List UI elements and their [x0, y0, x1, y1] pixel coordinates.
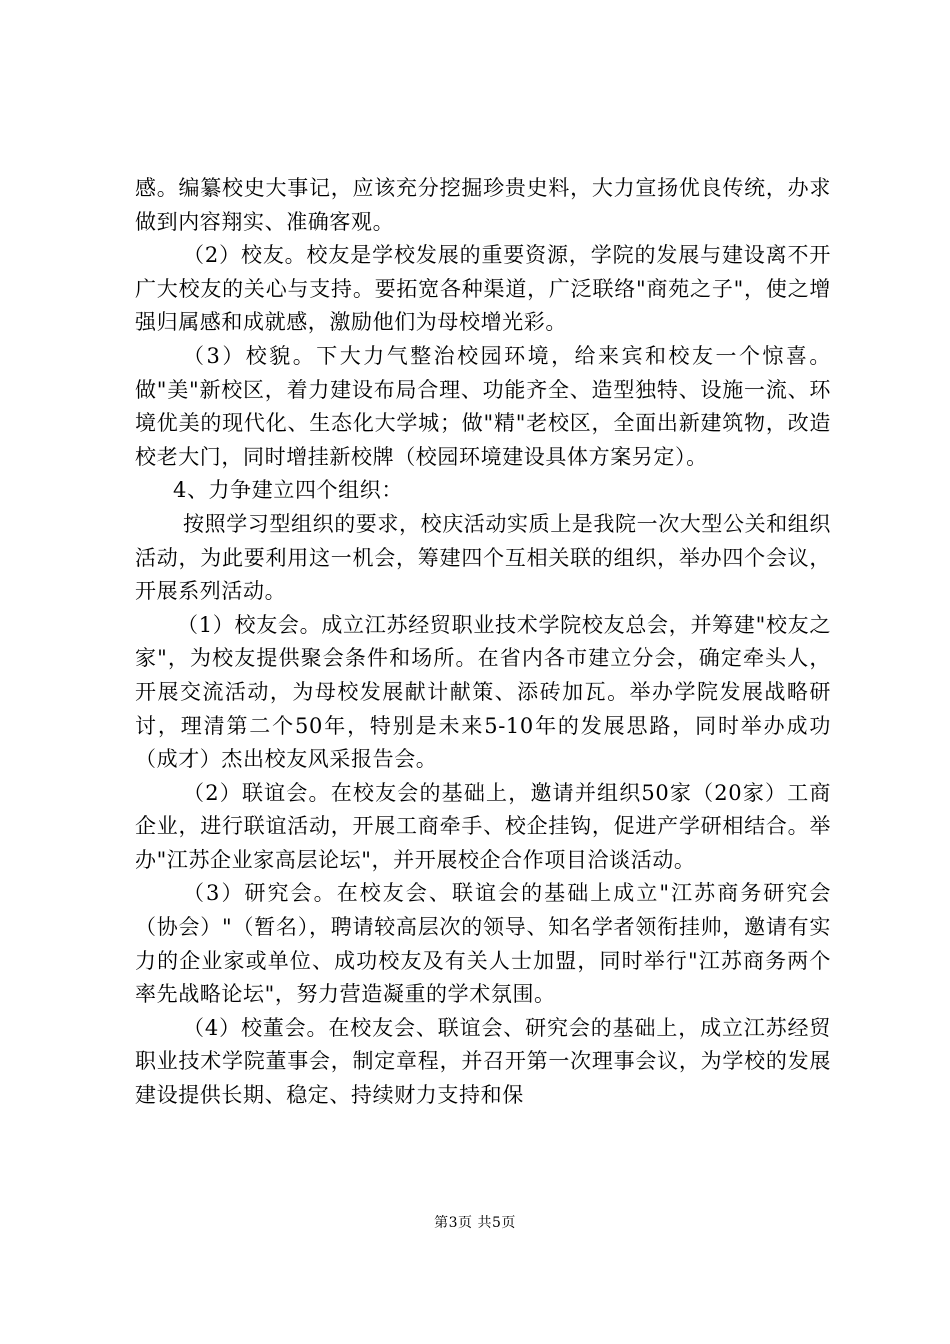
paragraph-learning-organization: 按照学习型组织的要求，校庆活动实质上是我院一次大型公关和组织活动，为此要利用这一机会，筹建四个互相关联的组织，举办四个会议，开展系列活动。: [135, 511, 831, 604]
paragraph-continuation: 感。编纂校史大事记，应该充分挖掘珍贵史料，大力宣扬优良传统，办求做到内容翔实、准确客观。: [135, 176, 831, 234]
paragraph-research-association: （3）研究会。在校友会、联谊会的基础上成立"江苏商务研究会（协会）"（暂名），聘请较高层次的领导、知名学者领衔挂帅，邀请有实力的企业家或单位、成功校友及有关人士加盟，同时举行"江苏商务两个率先战略论坛"，努力营造凝重的学术氛围。: [135, 881, 831, 1007]
paragraph-alumni: （2）校友。校友是学校发展的重要资源，学院的发展与建设离不开广大校友的关心与支持。要拓宽各种渠道，广泛联络"商苑之子"，使之增强归属感和成就感，激励他们为母校增光彩。: [135, 243, 831, 335]
paragraph-board-of-trustees: （4）校董会。在校友会、联谊会、研究会的基础上，成立江苏经贸职业技术学院董事会，制定章程，并召开第一次理事会议，为学校的发展建设提供长期、稳定、持续财力支持和保: [135, 1015, 831, 1108]
page-number-footer: 第3页 共5页: [434, 1215, 516, 1231]
paragraph-alumni-association: （1）校友会。成立江苏经贸职业技术学院校友总会，并筹建"校友之家"，为校友提供聚会条件和场所。在省内各市建立分会，确定牵头人，开展交流活动，为母校发展献计献策、添砖加瓦。举办学院发展战略研讨，理清第二个50年，特别是未来5-10年的发展思路，同时举办成功（成才）杰出校友风采报告会。: [135, 612, 831, 772]
section-heading-four-organizations: 4、力争建立四个组织：: [173, 478, 403, 503]
paragraph-friendship-association: （2）联谊会。在校友会的基础上，邀请并组织50家（20家）工商企业，进行联谊活动，开展工商牵手、校企挂钩，促进产学研相结合。举办"江苏企业家高层论坛"，并开展校企合作项目洽谈活动。: [135, 780, 831, 872]
document-body: [135, 172, 831, 1113]
paragraph-campus: （3）校貌。下大力气整治校园环境，给来宾和校友一个惊喜。做"美"新校区，着力建设布局合理、功能齐全、造型独特、设施一流、环境优美的现代化、生态化大学城；做"精"老校区，全面出新建筑物，改造校老大门，同时增挂新校牌（校园环境建设具体方案另定）。: [135, 343, 831, 469]
